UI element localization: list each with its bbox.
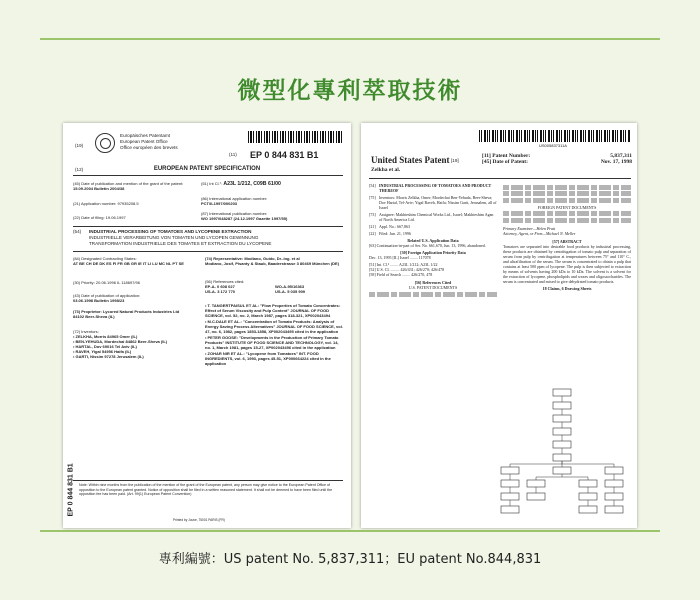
us-date: Nov. 17, 1998 xyxy=(600,159,632,165)
us-patent-no: 5,837,311 xyxy=(610,153,632,159)
ep-reference: US-A- 3 172 770 xyxy=(205,289,236,294)
flow-box xyxy=(501,506,519,513)
us-title: United States Patent xyxy=(371,155,450,165)
us-references-title: [56] References Cited xyxy=(414,280,452,285)
flow-box xyxy=(553,454,571,461)
us-class-field: [52] U.S. Cl. ......... 426/431; 426/270; 426/478 xyxy=(369,267,445,272)
us-class-field: [51] Int. Cl.⁶ ........ A23L 1/212; A23L 1/22 xyxy=(369,262,438,267)
flow-box xyxy=(553,441,571,448)
ep-title-en: INDUSTRIAL PROCESSING OF TOMATOES AND LYCOPENE EXTRACTION xyxy=(89,229,252,234)
us-patent-no-label: [11] Patent Number: xyxy=(482,153,531,159)
flow-box xyxy=(579,493,597,500)
ep-designated-states: (84) Designated Contracting States: AT BE CH DE DK ES FI FR GB GR IE IT LI LU MC NL PT SE xyxy=(73,256,184,266)
flow-box xyxy=(579,506,597,513)
us-examiner: Primary Examiner—Helen Pratt xyxy=(503,225,556,231)
flow-box xyxy=(605,506,623,513)
ep-inventors: (72) Inventors: • ZELKHA, Morris 84965 Omer (IL) • BEN-YEHUDA, Mordechai 84862 Beer-Sheva (IL) • HARTAL, Dov 69016 Tel Aviv (IL) • RAVEH, Yigal 54956 Haifa (IL) • GARTI, Nissim 97278 Jerusalem (IL) xyxy=(73,329,201,359)
ep-office-fr: Office européen des brevets xyxy=(120,145,178,150)
ep-reference: US-A- 5 035 909 xyxy=(275,289,306,294)
us-abstract-title: [57] ABSTRACT xyxy=(552,238,582,244)
us-attorney: Attorney, Agent, or Firm—Michael N. Meller xyxy=(503,230,576,236)
ep-citation: • PETER GOOSE: "Developments in the Production of Primary Tomato Products" INSTITUTE OF FOOD SCIENCE AND TECHNOLOGY, vol. 14, no. 1, March 1981, pages 15-27, XP002043496 cited in the application xyxy=(205,335,339,350)
us-inventor-line: Zelkha et al. xyxy=(371,167,401,173)
flow-arrow xyxy=(510,461,562,467)
ep-opposition-note: Note: Within nine months from the publication of the mention of the grant of the European patent, any person may give notice to the European Patent Office of opposition to the European patent granted. Notice of opposition shall be filed in a written reasoned statement. It shall not be deemed to have been filed until the opposition fee has been paid. (Art. 99(1) European Patent Convention) xyxy=(79,483,333,497)
flow-box xyxy=(553,402,571,409)
ep-code-12: (12) xyxy=(75,167,84,172)
us-appl-field: [21] Appl. No.: 667,863 xyxy=(369,224,410,229)
ep-divider xyxy=(73,175,343,176)
us-title-field: [54] INDUSTRIAL PROCESSING OF TOMATOES AND PRODUCT THEREOF xyxy=(369,183,492,193)
ep-citations xyxy=(205,303,345,366)
ep-appl-no: (21) Application number: 97935208.5 xyxy=(73,201,139,206)
ep-date-publication: (45) Date of publication and mention of the grant of the patent: 15.09.2004 Bulletin 2004/38 xyxy=(73,181,184,191)
ep-office-names xyxy=(120,133,230,151)
flow-box xyxy=(553,428,571,435)
ep-spec-title: EUROPEAN PATENT SPECIFICATION xyxy=(153,166,261,172)
flow-box xyxy=(605,493,623,500)
ep-app-publication: (43) Date of publication of application: 03.06.1998 Bulletin 1998/23 xyxy=(73,293,141,303)
flow-box xyxy=(605,467,623,474)
ep-intl-appl: (86) International application number: PCT/IL1997/000203 xyxy=(201,196,268,206)
us-related-title: Related U.S. Application Data xyxy=(407,238,459,243)
ep-code-11: (11) xyxy=(229,152,237,157)
flow-box xyxy=(579,480,597,487)
ep-side-label: EP 0 844 831 B1 xyxy=(67,463,75,517)
ep-patent-document: (19) Europäisches Patentamt European Patent Office Office européen des brevets (11) EP 0 844 831 B1 (12) EUROPEAN PATENT SPECIFICATION (45) Date of publication and mention of the grant of the patent: 15.09.2004 Bulletin 2004/38 (51) Int Cl.⁷: A23L 1/212, C09B 61/00 (21) Application number: 97935208.5 (86) International application number: PCT/IL1997/000203 (22) Date of filing: 19.06.1997 (87) International publication number: WO 1997/048287 (24.12.1997 Gazette 1997/55) (54) INDUSTRIAL PROCESSING OF TOMATOES AND LYCOPENE EXTRACTION INDUSTRIELLE VERARBEITUNG VON TOMATEN UND LYCOPEN GEWINNUNG TRANSFORMATION INDUSTRIELLE DES TOMATES ET EXTRACTION DU LYCOPENE (84) Designated Contracting States: AT BE CH DE DK ES FI FR GB GR IE IT LI LU MC NL PT SE (30) Priority: 20.06.1996 IL 118697/96 (43) Date of publication of application: 03.06.1998 Bulletin 1998/23 (73) Proprietor: Lycored Natural Products Industries Ltd 84102 Beer-Sheva (IL) (72) Inventors: • ZELKHA, Morris 84965 Omer (IL) • BEN-YEHUDA, Mordechai 84862 Beer-Sheva (IL) • HARTAL, Dov 69016 Tel Aviv (IL) • RAVEH, Yigal 54956 Haifa (IL) • GARTI, Nissim 97278 Jerusalem (IL) (74) Representative: Modiano, Guido, Dr.-Ing. et al Modiano, Josif, Pisanty & Staub, Baaderstrasse 3 80469 München (DE) (56) References cited: EP-A- 0 608 027 WO-A-95/16363 US-A- 3 172 770 US-A- 5 035 909 • T. TANGERTPAISUL ET AL: "Flow Properties of Tomato Concentrates: Effect of Serum Viscosity and Pulp Content" JOURNAL OF FOOD SCIENCE, vol. 52, no. 2, March 1987, pages 318-321, XP002043494 • M.C.DALE ET AL.: "Concentration of Tomato Products: Analysis of Energy Saving Process Alternatives" JOURNAL OF FOOD SCIENCE, vol. 47, no. 6, 1982, pages 1853-1858, XP002043495 cited in the application • PETER GOOSE: "Developments in the Production of Primary Tomato Products" INSTITUTE OF FOOD SCIENCE AND TECHNOLOGY, vol. 14, no. 1, March 1981, pages 15-27, XP002043496 cited in the application • ZOHAR NIR ET AL.: "Lycopene from Tomatoes" INT. FOOD INGREDIENTS, vol. 6, 1993, pages 45-51, XP000664224 cited in the application Note: Within nine months from the publication of the mention of the grant of the European patent, any person may give notice to the European Patent Office of opposition to the European patent granted. Notice of opposition shall be filed in a written reasoned statement. It shall not be deemed to have been filed until the opposition fee has been paid. (Art. 99(1) European Patent Convention) Printed by Jouve, 75001 PARIS (FR) EP 0 844 831 B1 xyxy=(63,123,351,528)
top-divider xyxy=(40,38,660,40)
us-code-19: [19] xyxy=(451,158,459,163)
us-claims-line: 18 Claims, 6 Drawing Sheets xyxy=(542,285,592,291)
ep-office-de: Europäisches Patentamt xyxy=(120,133,171,138)
us-barcode-text: US005837311A xyxy=(539,143,567,148)
ep-proprietor: (73) Proprietor: Lycored Natural Products Industries Ltd 84102 Beer-Sheva (IL) xyxy=(73,309,180,319)
ep-representative: (74) Representative: Modiano, Guido, Dr.-Ing. et al Modiano, Josif, Pisanty & Staub, Baaderstrasse 3 80469 München (DE) xyxy=(205,256,340,266)
us-us-docs-title: U.S. PATENT DOCUMENTS xyxy=(408,285,458,290)
ep-references: (56) References cited: EP-A- 0 608 027 WO-A-95/16363 US-A- 3 172 770 US-A- 5 035 909 xyxy=(205,279,345,294)
flow-box xyxy=(501,480,519,487)
ep-divider xyxy=(73,251,343,252)
ep-inventor: • BEN-YEHUDA, Mordechai 84862 Beer-Sheva (IL) xyxy=(73,339,168,344)
ep-citation: • ZOHAR NIR ET AL.: "Lycopene from Tomatoes" INT. FOOD INGREDIENTS, vol. 6, 1993, pages 45-51, XP000664224 cited in the application xyxy=(205,351,331,366)
flow-box xyxy=(605,480,623,487)
us-foreign-docs-title: FOREIGN PATENT DOCUMENTS xyxy=(537,204,597,210)
ep-divider xyxy=(73,480,343,481)
flow-arrow xyxy=(562,477,588,480)
flow-box xyxy=(553,389,571,396)
ep-office-en: European Patent Office xyxy=(120,139,168,144)
ep-printer: Printed by Jouve, 75001 PARIS (FR) xyxy=(173,518,225,522)
ep-title-de: INDUSTRIELLE VERARBEITUNG VON TOMATEN UND LYCOPEN GEWINNUNG xyxy=(89,235,259,240)
epo-seal-icon xyxy=(95,133,115,153)
us-foreign-title: [30] Foreign Application Priority Data xyxy=(400,250,466,255)
ep-citation: • M.C.DALE ET AL.: "Concentration of Tomato Products: Analysis of Energy Saving Process Alternatives" JOURNAL OF FOOD SCIENCE, vol. 47, no. 6, 1982, pages 1853-1858, XP002043495 cited in the application xyxy=(205,319,343,334)
ep-inventor: • ZELKHA, Morris 84965 Omer (IL) xyxy=(73,334,138,339)
ep-code-19: (19) xyxy=(75,143,84,148)
ep-int-cl: (51) Int Cl.⁷: A23L 1/212, C09B 61/00 xyxy=(201,181,281,187)
flow-arrow xyxy=(562,464,614,467)
us-class-field: [58] Field of Search ........ 426/270, 478 xyxy=(369,272,433,277)
patent-number-caption: 專利編號：US patent No. 5,837,311；EU patent No.844,831 xyxy=(158,552,542,567)
us-patent-document xyxy=(361,123,637,528)
ep-intl-pub: (87) International publication number: WO 1997/048287 (24.12.1997 Gazette 1997/55) xyxy=(201,211,288,221)
flow-box xyxy=(501,493,519,500)
us-abstract: Tomatoes are separated into desirable food products by industrial processing, these products are obtained by centrifugation of tomato pulp and separation of serum from pulp by centrifugation at temperatures between 75° and 110° C., and ultrafiltration of the serum. The serum is concentrated to obtain a pulp that contains at least 500 ppm of lycopene. The pulp is then subjected to extraction by means of solvents having 200 kDa to 10 kDa. The solvent is a solvent for the extraction of lycopene, phospholipids and waxes and oligosaccharides. The serum is concentrated and mixed to give dehydrated tomato products. xyxy=(503,243,631,284)
us-assignee-field: [73] Assignee: Makhteshim Chemical Works Ltd., Israel; Makhteshim Agan of North America Ltd. xyxy=(369,212,494,222)
ep-publication-number: EP 0 844 831 B1 xyxy=(250,150,319,160)
us-foreign-text: Dec. 13, 1995 [IL] Israel ........ 117078 xyxy=(369,255,431,260)
ep-divider xyxy=(73,226,343,227)
us-related-text: [63] Continuation-in-part of Ser. No. 661,670, Jun. 13, 1996, abandoned. xyxy=(369,243,486,248)
flow-box xyxy=(553,415,571,422)
ep-title-fr: TRANSFORMATION INDUSTRIELLE DES TOMATES ET EXTRACTION DU LYCOPENE xyxy=(89,241,272,246)
ep-reference: WO-A-95/16363 xyxy=(275,284,305,289)
page-title: 微型化專利萃取技術 xyxy=(237,78,463,104)
flow-box xyxy=(501,467,519,474)
ep-inventor: • RAVEH, Yigal 54956 Haifa (IL) xyxy=(73,349,132,354)
ep-inventor: • GARTI, Nissim 97278 Jerusalem (IL) xyxy=(73,354,144,359)
flow-box xyxy=(527,493,545,500)
flow-box xyxy=(553,467,571,474)
flow-box xyxy=(527,480,545,487)
ep-priority: (30) Priority: 20.06.1996 IL 118697/96 xyxy=(73,280,140,285)
ep-barcode xyxy=(248,131,344,143)
us-date-label: [45] Date of Patent: xyxy=(482,159,528,165)
ep-citation: • T. TANGERTPAISUL ET AL: "Flow Properties of Tomato Concentrates: Effect of Serum Viscosity and Pulp Content" JOURNAL OF FOOD SCIENCE, vol. 52, no. 2, March 1987, pages 318-321, XP002043494 xyxy=(205,303,341,318)
ep-reference: EP-A- 0 608 027 xyxy=(205,284,235,289)
flow-arrow xyxy=(536,474,562,480)
us-inventors-field: [75] Inventors: Morris Zelkha, Omer; Mordechai Ben-Yehuda, Beer-Sheva; Dov Hartal, Tel-Aviv; Yigal Raveh, Haifa; Nissim Garti, Jerusalem, all of Israel xyxy=(369,195,497,210)
us-process-flow-drawing xyxy=(361,123,637,528)
us-filed-field: [22] Filed: Jun. 21, 1996 xyxy=(369,231,411,236)
ep-filing-date: (22) Date of filing: 19.06.1997 xyxy=(73,215,126,220)
bottom-divider xyxy=(40,530,660,532)
ep-inventor: • HARTAL, Dov 69016 Tel Aviv (IL) xyxy=(73,344,137,349)
